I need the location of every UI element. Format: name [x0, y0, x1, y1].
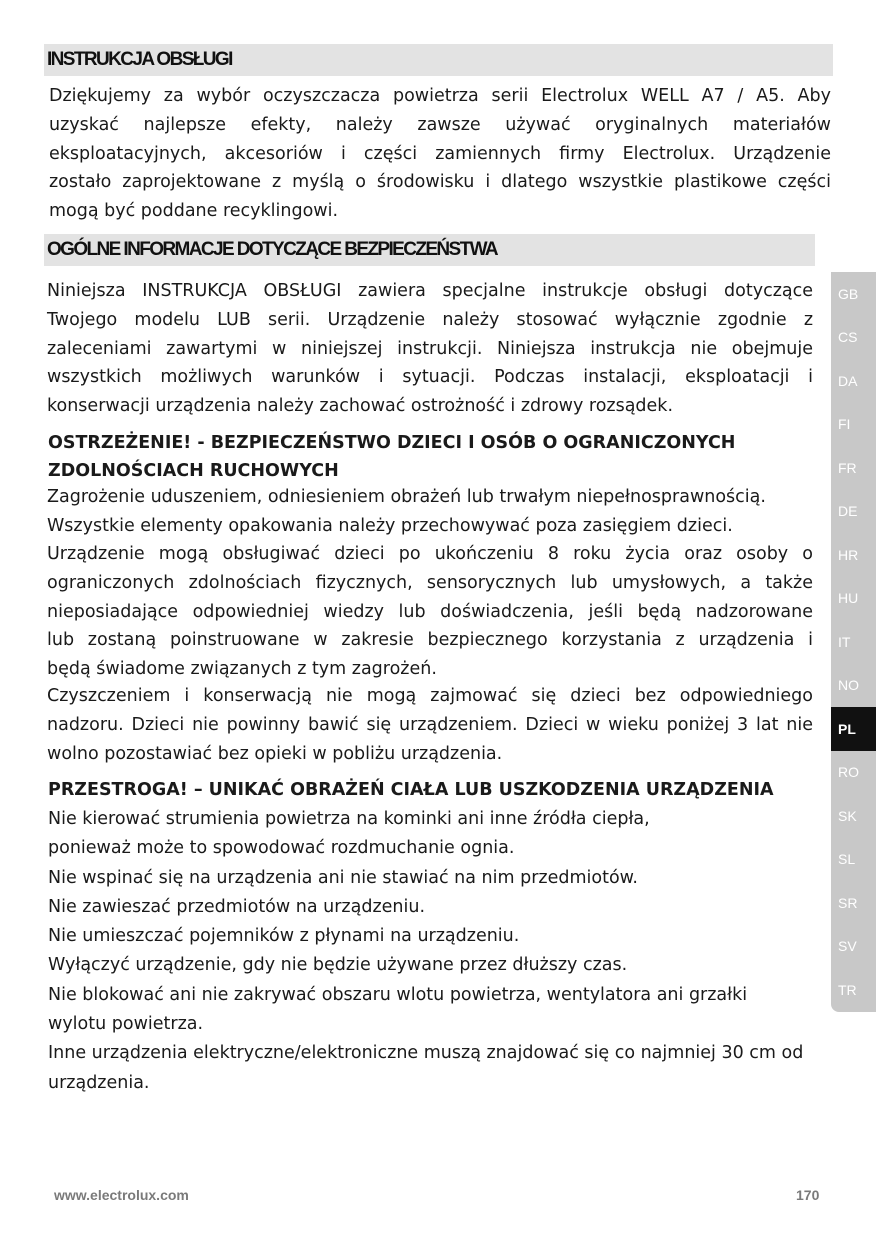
caution-line: Inne urządzenia elektryczne/elektroniczne muszą znajdować się co najmniej 30 cm od: [48, 1043, 804, 1064]
tab-ro[interactable]: RO: [838, 764, 859, 781]
warning-line: nieposiadające odpowiedniej wiedzy lub doświadczenia, jeśli będą nadzorowane: [47, 601, 813, 622]
tab-cs[interactable]: CS: [838, 329, 858, 346]
warning-title: [48, 429, 808, 485]
intro-line: zostało zaprojektowane z myślą o środowisku i dlatego wszystkie plastikowe części: [49, 172, 831, 193]
warning-title-line: OSTRZEŻENIE! - BEZPIECZEŃSTWO DZIECI I OSÓB O OGRANICZONYCH: [48, 433, 736, 453]
tab-sl[interactable]: SL: [838, 851, 856, 868]
tab-da[interactable]: DA: [838, 372, 858, 389]
tab-gb[interactable]: GB: [838, 285, 859, 302]
general-line: wszystkich możliwych warunków i sytuacji. Podczas instalacji, eksploatacji i: [47, 367, 813, 388]
warning-line: wolno pozostawiać bez opieki w pobliżu urządzenia.: [47, 743, 503, 764]
tab-no[interactable]: NO: [838, 677, 859, 694]
tab-sr[interactable]: SR: [838, 894, 858, 911]
caution-line: Nie blokować ani nie zakrywać obszaru wlotu powietrza, wentylatora ani grzałki: [48, 984, 748, 1005]
caution-line: Wyłączyć urządzenie, gdy nie będzie używane przez dłuższy czas.: [48, 955, 628, 976]
tab-hu[interactable]: HU: [838, 590, 859, 607]
warning-title-line: ZDOLNOŚCIACH RUCHOWYCH: [48, 461, 339, 481]
warning-line: Zagrożenie uduszeniem, odniesieniem obrażeń lub trwałym niepełnosprawnością.: [47, 487, 766, 507]
section-header-instructions: INSTRUKCJA OBSŁUGI: [44, 44, 833, 76]
warning-line: Wszystkie elementy opakowania należy przechowywać poza zasięgiem dzieci.: [47, 515, 733, 536]
caution-line: wylotu powietrza.: [48, 1014, 204, 1035]
warning-line: Urządzenie mogą obsługiwać dzieci po ukończeniu 8 roku życia oraz osoby o: [47, 544, 813, 564]
warning-line: nadzoru. Dzieci nie powinny bawić się urządzeniem. Dzieci w wieku poniżej 3 lat nie: [47, 714, 813, 735]
caution-line: urządzenia.: [48, 1072, 150, 1093]
intro-line: eksploatacyjnych, akcesoriów i części zamiennych firmy Electrolux. Urządzenie: [49, 143, 831, 164]
intro-line: mogą być poddane recyklingowi.: [49, 201, 339, 222]
tab-tr[interactable]: TR: [838, 981, 857, 998]
footer-url[interactable]: www.electrolux.com: [54, 1187, 189, 1203]
language-tabs: [831, 272, 876, 1012]
caution-line: ponieważ może to spowodować rozdmuchanie ognia.: [48, 838, 515, 859]
tab-sk[interactable]: SK: [838, 807, 857, 824]
intro-line: uzyskać najlepsze efekty, należy zawsze używać oryginalnych materiałów: [49, 114, 831, 135]
tab-pl[interactable]: PL: [831, 707, 876, 751]
warning-paragraph-3: [47, 682, 813, 768]
general-line: Niniejsza INSTRUKCJA OBSŁUGI zawiera specjalne instrukcje obsługi dotyczące: [47, 281, 813, 301]
warning-line: ograniczonych zdolnościach fizycznych, sensorycznych lub umysłowych, a także: [47, 572, 813, 593]
caution-line: Nie kierować strumienia powietrza na kominki ani inne źródła ciepła,: [48, 809, 650, 829]
warning-paragraph-2: [47, 540, 813, 684]
warning-paragraph-1: [47, 483, 815, 541]
caution-title: PRZESTROGA! – UNIKAĆ OBRAŻEŃ CIAŁA LUB USZKODZENIA URZĄDZENIA: [48, 780, 774, 800]
warning-line: lub zostaną poinstruowane w zakresie bezpiecznego korzystania z urządzenia i: [47, 630, 813, 651]
tab-de[interactable]: DE: [838, 503, 858, 520]
caution-line: Nie wspinać się na urządzenia ani nie stawiać na nim przedmiotów.: [48, 867, 638, 888]
tab-fr[interactable]: FR: [838, 459, 857, 476]
caution-line: Nie umieszczać pojemników z płynami na urządzeniu.: [48, 926, 520, 947]
tab-sv[interactable]: SV: [838, 938, 857, 955]
general-line: konserwacji urządzenia należy zachować ostrożność i zdrowy rozsądek.: [47, 396, 674, 417]
section-header-safety: OGÓLNE INFORMACJE DOTYCZĄCE BEZPIECZEŃSTWA: [44, 234, 815, 266]
intro-line: Dziękujemy za wybór oczyszczacza powietrza serii Electrolux WELL A7 / A5. Aby: [49, 86, 831, 106]
warning-line: Czyszczeniem i konserwacją nie mogą zajmować się dzieci bez odpowiedniego: [47, 686, 813, 706]
tab-fi[interactable]: FI: [838, 416, 851, 433]
caution-list: [48, 805, 838, 1098]
general-info-paragraph: [47, 277, 813, 421]
caution-line: Nie zawieszać przedmiotów na urządzeniu.: [48, 896, 426, 917]
warning-line: będą świadome związanych z tym zagrożeń.: [47, 659, 437, 680]
tab-it[interactable]: IT: [838, 633, 851, 650]
page-number: 170: [796, 1187, 820, 1203]
tab-hr[interactable]: HR: [838, 546, 859, 563]
general-line: Twojego modelu LUB serii. Urządzenie należy stosować wyłącznie zgodnie z: [47, 309, 813, 330]
general-line: zaleceniami zawartymi w niniejszej instrukcji. Niniejsza instrukcja nie obejmuje: [47, 338, 813, 359]
intro-paragraph: [49, 82, 831, 226]
